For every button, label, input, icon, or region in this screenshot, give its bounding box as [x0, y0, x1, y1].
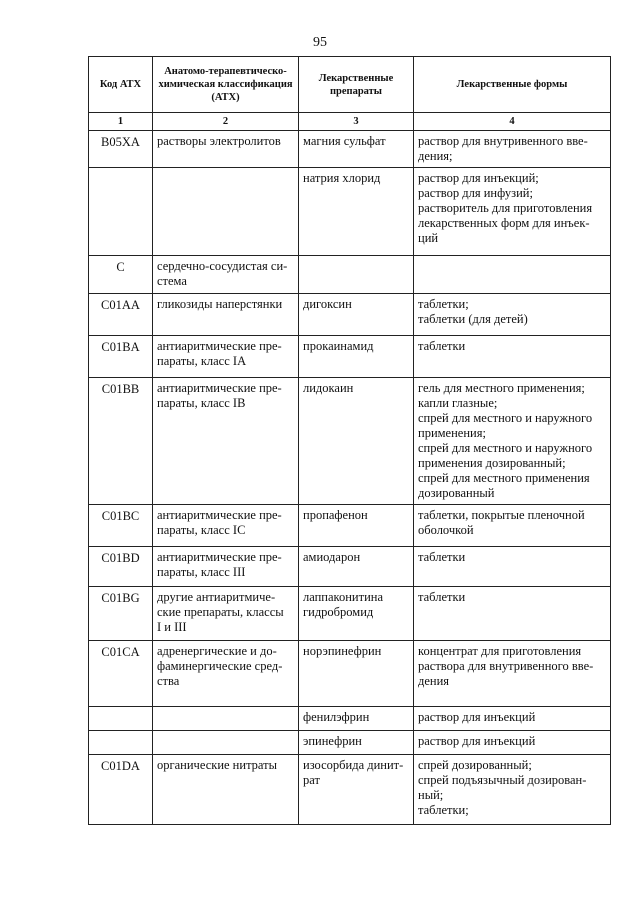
- cell-dosage-forms: [414, 755, 611, 825]
- cell-dosage-forms-line: оболочкой: [418, 523, 474, 537]
- cell-atx-group: [153, 641, 299, 707]
- cell-atx-group: [153, 294, 299, 336]
- cell-dosage-forms: [414, 707, 611, 731]
- cell-dosage-forms: [414, 641, 611, 707]
- cell-dosage-forms-line: ный;: [418, 788, 444, 802]
- cell-dosage-forms-line: растворитель для приготовления: [418, 201, 593, 215]
- cell-atx-group-line: параты, класс IB: [157, 396, 246, 410]
- table-row: [89, 294, 611, 336]
- cell-drug-name: [299, 755, 414, 825]
- cell-drug-name: [299, 168, 414, 256]
- cell-dosage-forms-line: концентрат для приготовления: [418, 644, 582, 658]
- cell-dosage-forms-line: капли глазные;: [418, 396, 498, 410]
- cell-atx-code: C01BC: [89, 505, 153, 547]
- cell-atx-group-line: растворы электролитов: [157, 134, 281, 148]
- cell-dosage-forms-line: таблетки: [418, 590, 466, 604]
- cell-drug-name: [299, 641, 414, 707]
- cell-atx-group: [153, 256, 299, 294]
- cell-drug-name: [299, 731, 414, 755]
- cell-dosage-forms-line: дозированный: [418, 486, 495, 500]
- table-row: [89, 755, 611, 825]
- cell-drug-name: [299, 256, 414, 294]
- column-number: 3: [299, 113, 414, 131]
- cell-dosage-forms-line: таблетки;: [418, 297, 469, 311]
- table-row: [89, 336, 611, 378]
- column-number: 4: [414, 113, 611, 131]
- cell-drug-name: [299, 547, 414, 587]
- cell-dosage-forms-line: ций: [418, 231, 439, 245]
- cell-atx-group-line: антиаритмические пре-: [157, 508, 282, 522]
- cell-dosage-forms-line: спрей дозированный;: [418, 758, 532, 772]
- cell-atx-group-line: фаминергические сред-: [157, 659, 283, 673]
- table-row: [89, 641, 611, 707]
- cell-dosage-forms-line: спрей для местного и наружного: [418, 411, 593, 425]
- cell-drug-name-line: эпинефрин: [303, 734, 362, 748]
- cell-dosage-forms: [414, 378, 611, 505]
- cell-drug-name: [299, 378, 414, 505]
- table-row: [89, 256, 611, 294]
- cell-dosage-forms-line: раствора для внутривенного вве-: [418, 659, 594, 673]
- cell-dosage-forms-line: раствор для внутривенного вве-: [418, 134, 588, 148]
- cell-dosage-forms-line: раствор для инъекций: [418, 710, 536, 724]
- table-row: [89, 505, 611, 547]
- cell-drug-name-line: норэпинефрин: [303, 644, 382, 658]
- table-body: [89, 131, 611, 825]
- cell-dosage-forms-line: лекарственных форм для инъек-: [418, 216, 590, 230]
- cell-drug-name-line: гидробромид: [303, 605, 374, 619]
- table-row: [89, 131, 611, 168]
- cell-dosage-forms-line: раствор для инъекций: [418, 734, 536, 748]
- cell-drug-name: [299, 505, 414, 547]
- cell-drug-name: [299, 294, 414, 336]
- table-row: [89, 707, 611, 731]
- cell-atx-group-line: стема: [157, 274, 187, 288]
- cell-atx-group: [153, 378, 299, 505]
- cell-atx-code: C01DA: [89, 755, 153, 825]
- cell-atx-code: C01BG: [89, 587, 153, 641]
- cell-dosage-forms-line: таблетки (для детей): [418, 312, 528, 326]
- cell-atx-group-line: сердечно-сосудистая си-: [157, 259, 288, 273]
- cell-drug-name: [299, 587, 414, 641]
- cell-dosage-forms-line: применения дозированный;: [418, 456, 566, 470]
- cell-dosage-forms-line: таблетки;: [418, 803, 469, 817]
- cell-dosage-forms-line: таблетки: [418, 550, 466, 564]
- cell-dosage-forms-line: применения;: [418, 426, 486, 440]
- cell-dosage-forms-line: дения;: [418, 149, 453, 163]
- cell-drug-name-line: амиодарон: [303, 550, 361, 564]
- cell-atx-code: [89, 731, 153, 755]
- cell-drug-name: [299, 707, 414, 731]
- cell-drug-name-line: прокаинамид: [303, 339, 374, 353]
- cell-drug-name: [299, 336, 414, 378]
- cell-atx-group-line: антиаритмические пре-: [157, 339, 282, 353]
- cell-dosage-forms-line: таблетки, покрытые пленочной: [418, 508, 585, 522]
- cell-drug-name-line: магния сульфат: [303, 134, 386, 148]
- cell-atx-code: [89, 707, 153, 731]
- cell-drug-name: [299, 131, 414, 168]
- cell-atx-group: [153, 131, 299, 168]
- cell-drug-name-line: лидокаин: [303, 381, 354, 395]
- cell-dosage-forms: [414, 505, 611, 547]
- header-atx: Анатомо-терапевтическо-химическая классификация (АТХ): [153, 57, 299, 113]
- cell-atx-code: C: [89, 256, 153, 294]
- cell-dosage-forms-line: гель для местного применения;: [418, 381, 585, 395]
- cell-dosage-forms: [414, 131, 611, 168]
- cell-atx-group-line: параты, класс IC: [157, 523, 246, 537]
- cell-atx-group-line: антиаритмические пре-: [157, 550, 282, 564]
- cell-atx-group: [153, 168, 299, 256]
- cell-dosage-forms-line: спрей для местного и наружного: [418, 441, 593, 455]
- cell-atx-group-line: органические нитраты: [157, 758, 278, 772]
- cell-atx-code: C01AA: [89, 294, 153, 336]
- cell-dosage-forms: [414, 547, 611, 587]
- table-row: [89, 587, 611, 641]
- column-number: 2: [153, 113, 299, 131]
- cell-atx-group-line: гликозиды наперстянки: [157, 297, 283, 311]
- cell-drug-name-line: натрия хлорид: [303, 171, 381, 185]
- header-code: Код АТХ: [89, 57, 153, 113]
- cell-dosage-forms: [414, 587, 611, 641]
- cell-atx-code: B05XA: [89, 131, 153, 168]
- cell-atx-code: [89, 168, 153, 256]
- cell-drug-name-line: пропафенон: [303, 508, 368, 522]
- cell-atx-group-line: параты, класс IA: [157, 354, 247, 368]
- cell-atx-group-line: ские препараты, классы: [157, 605, 284, 619]
- cell-atx-group-line: адренергические и до-: [157, 644, 277, 658]
- cell-dosage-forms-line: таблетки: [418, 339, 466, 353]
- cell-atx-code: C01BA: [89, 336, 153, 378]
- cell-atx-group: [153, 547, 299, 587]
- cell-dosage-forms: [414, 294, 611, 336]
- header-forms: Лекарственные формы: [414, 57, 611, 113]
- cell-dosage-forms-line: раствор для инфузий;: [418, 186, 533, 200]
- cell-atx-group: [153, 336, 299, 378]
- cell-dosage-forms-line: раствор для инъекций;: [418, 171, 539, 185]
- cell-drug-name-line: фенилэфрин: [303, 710, 370, 724]
- cell-drug-name-line: дигоксин: [303, 297, 352, 311]
- cell-atx-group-line: антиаритмические пре-: [157, 381, 282, 395]
- cell-atx-group: [153, 707, 299, 731]
- cell-atx-group: [153, 587, 299, 641]
- cell-dosage-forms-line: спрей подъязычный дозирован-: [418, 773, 587, 787]
- cell-atx-group-line: I и III: [157, 620, 187, 634]
- cell-atx-group-line: параты, класс III: [157, 565, 246, 579]
- cell-atx-group: [153, 755, 299, 825]
- page-number: 95: [313, 35, 327, 50]
- cell-drug-name-line: рат: [303, 773, 320, 787]
- table-row: [89, 378, 611, 505]
- header-drugs: Лекарственные препараты: [299, 57, 414, 113]
- cell-atx-code: C01BB: [89, 378, 153, 505]
- cell-dosage-forms: [414, 168, 611, 256]
- cell-atx-code: C01CA: [89, 641, 153, 707]
- table-row: [89, 547, 611, 587]
- cell-atx-code: C01BD: [89, 547, 153, 587]
- cell-atx-group: [153, 505, 299, 547]
- column-number: 1: [89, 113, 153, 131]
- table-row: [89, 731, 611, 755]
- cell-dosage-forms-line: дения: [418, 674, 450, 688]
- cell-dosage-forms-line: спрей для местного применения: [418, 471, 590, 485]
- cell-dosage-forms: [414, 336, 611, 378]
- cell-drug-name-line: изосорбида динит-: [303, 758, 404, 772]
- cell-atx-group-line: другие антиаритмиче-: [157, 590, 276, 604]
- cell-atx-group-line: ства: [157, 674, 180, 688]
- cell-atx-group: [153, 731, 299, 755]
- drug-table: [88, 56, 611, 825]
- cell-dosage-forms: [414, 256, 611, 294]
- cell-drug-name-line: лаппаконитина: [303, 590, 384, 604]
- cell-dosage-forms: [414, 731, 611, 755]
- table-row: [89, 168, 611, 256]
